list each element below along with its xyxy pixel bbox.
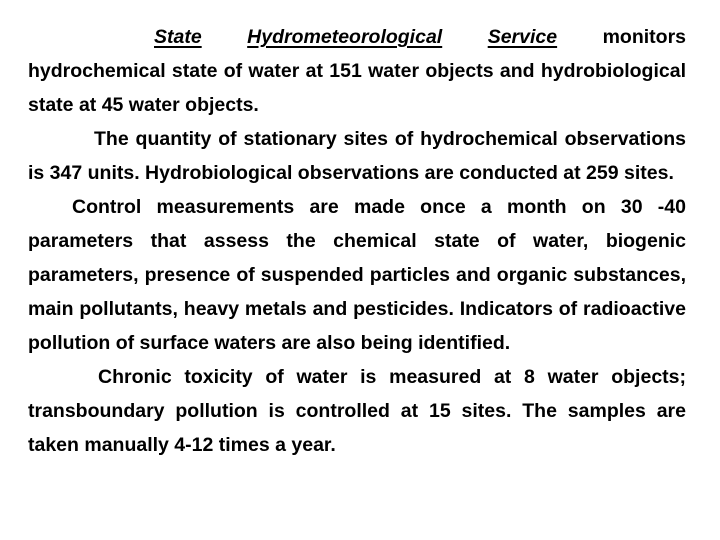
paragraph-stationary-sites xyxy=(28,122,686,190)
emphasis-hydrometeorological: Hydrometeorological xyxy=(247,26,443,48)
paragraph-stationary-sites-text: The quantity of stationary sites of hydrochemical observations is 347 units. Hydrobiological observations are conducted at 259 sites. xyxy=(28,128,686,184)
paragraph-monitoring xyxy=(28,20,686,122)
paragraph-monitoring-text: monitors hydrochemical state of water at 151 water objects and hydrobiological state at 45 water objects. xyxy=(28,26,687,116)
body-text xyxy=(28,20,686,462)
paragraph-control-measurements xyxy=(28,190,686,360)
emphasis-service: Service xyxy=(487,26,558,48)
paragraph-control-measurements-text: Control measurements are made once a month on 30 -40 parameters that assess the chemical state of water, biogenic parameters, presence of suspended particles and organic substances, main pollutants, heavy metals and pesticides. Indicators of radioactive pollution of surface waters are also being identified. xyxy=(28,196,686,354)
emphasis-state: State xyxy=(154,26,202,48)
paragraph-chronic-toxicity-text: Chronic toxicity of water is measured at 8 water objects; transboundary pollution is controlled at 15 sites. The samples are taken manually 4-12 times a year. xyxy=(28,366,686,456)
paragraph-chronic-toxicity xyxy=(28,360,686,462)
